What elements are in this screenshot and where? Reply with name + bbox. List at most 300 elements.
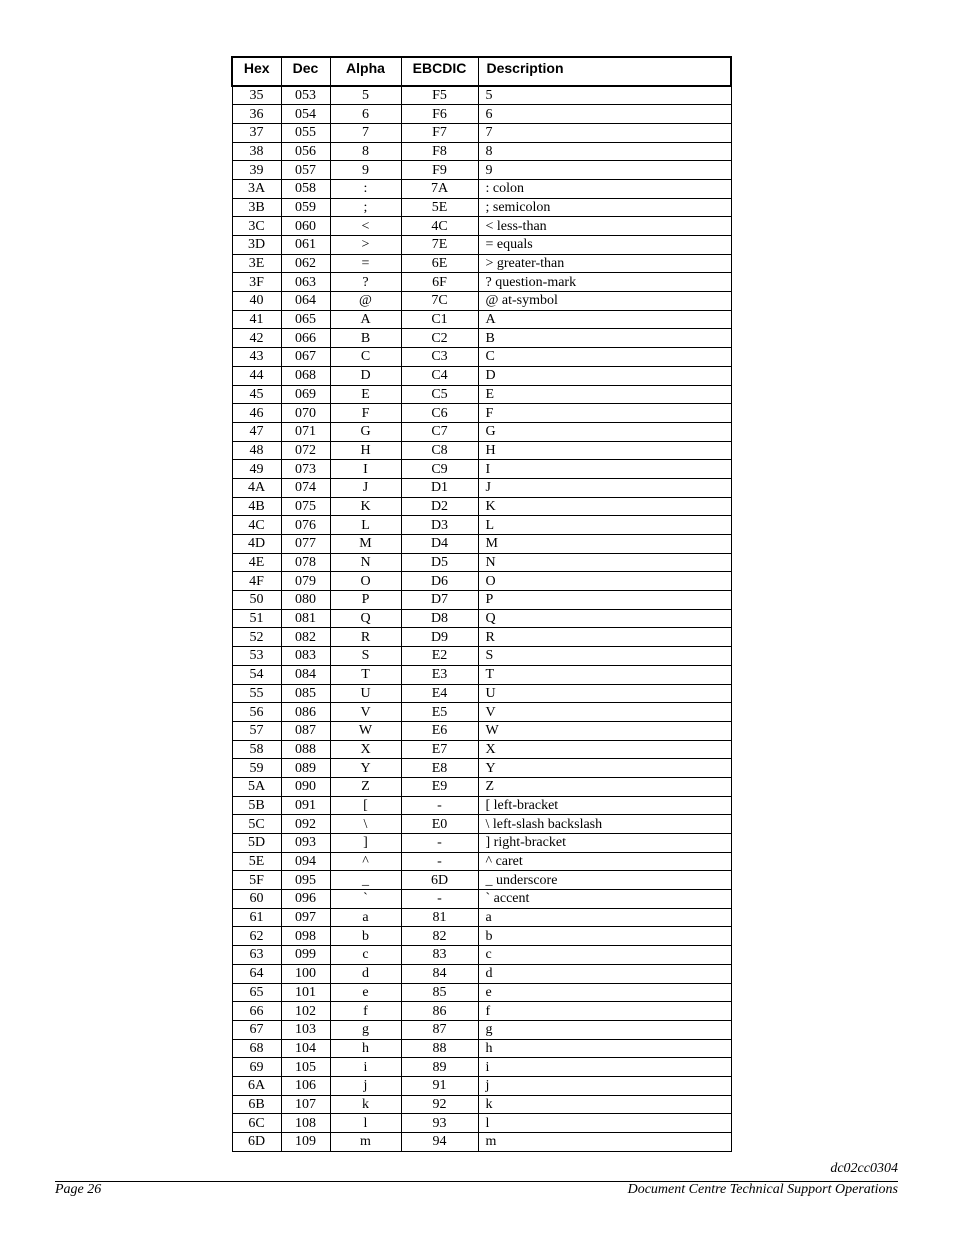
cell-description: R — [478, 628, 731, 647]
cell-hex: 58 — [232, 740, 281, 759]
cell-description: \ left-slash backslash — [478, 815, 731, 834]
table-row — [232, 217, 731, 236]
cell-hex: 63 — [232, 946, 281, 965]
cell-ebcdic: E9 — [401, 777, 478, 796]
table-row — [232, 385, 731, 404]
cell-hex: 37 — [232, 123, 281, 142]
cell-dec: 086 — [281, 703, 330, 722]
cell-dec: 061 — [281, 236, 330, 255]
cell-hex: 52 — [232, 628, 281, 647]
cell-hex: 41 — [232, 310, 281, 329]
cell-description: X — [478, 740, 731, 759]
cell-description: [ left-bracket — [478, 796, 731, 815]
cell-alpha: F — [330, 404, 401, 423]
table-row — [232, 198, 731, 217]
cell-hex: 6C — [232, 1114, 281, 1133]
cell-ebcdic: C9 — [401, 460, 478, 479]
cell-description: f — [478, 1002, 731, 1021]
cell-alpha: e — [330, 983, 401, 1002]
table-row — [232, 273, 731, 292]
table-row — [232, 759, 731, 778]
table-row — [232, 1002, 731, 1021]
cell-ebcdic: C5 — [401, 385, 478, 404]
table-row — [232, 292, 731, 311]
cell-dec: 088 — [281, 740, 330, 759]
cell-hex: 3E — [232, 254, 281, 273]
cell-dec: 068 — [281, 366, 330, 385]
cell-description: c — [478, 946, 731, 965]
cell-dec: 057 — [281, 161, 330, 180]
cell-alpha: B — [330, 329, 401, 348]
cell-hex: 50 — [232, 591, 281, 610]
character-code-table — [231, 56, 732, 1152]
cell-hex: 61 — [232, 908, 281, 927]
cell-description: = equals — [478, 236, 731, 255]
cell-ebcdic: D2 — [401, 497, 478, 516]
cell-ebcdic: E8 — [401, 759, 478, 778]
cell-hex: 46 — [232, 404, 281, 423]
table-row — [232, 142, 731, 161]
cell-description: M — [478, 535, 731, 554]
cell-description: A — [478, 310, 731, 329]
cell-alpha: P — [330, 591, 401, 610]
cell-alpha: U — [330, 684, 401, 703]
cell-ebcdic: 5E — [401, 198, 478, 217]
cell-hex: 49 — [232, 460, 281, 479]
table-row — [232, 497, 731, 516]
table-body — [232, 86, 731, 1151]
cell-alpha: V — [330, 703, 401, 722]
column-header-dec: Dec — [281, 57, 330, 86]
table-row — [232, 908, 731, 927]
cell-ebcdic: 87 — [401, 1020, 478, 1039]
cell-hex: 44 — [232, 366, 281, 385]
cell-ebcdic: D6 — [401, 572, 478, 591]
cell-alpha: D — [330, 366, 401, 385]
cell-ebcdic: 4C — [401, 217, 478, 236]
cell-hex: 4D — [232, 535, 281, 554]
cell-ebcdic: C8 — [401, 441, 478, 460]
cell-hex: 39 — [232, 161, 281, 180]
table-row — [232, 609, 731, 628]
cell-description: : colon — [478, 179, 731, 198]
cell-description: G — [478, 422, 731, 441]
cell-hex: 4E — [232, 553, 281, 572]
cell-hex: 47 — [232, 422, 281, 441]
cell-description: E — [478, 385, 731, 404]
cell-dec: 067 — [281, 348, 330, 367]
cell-alpha: H — [330, 441, 401, 460]
cell-alpha: m — [330, 1133, 401, 1152]
cell-ebcdic: 7A — [401, 179, 478, 198]
cell-ebcdic: 6E — [401, 254, 478, 273]
table-row — [232, 964, 731, 983]
cell-description: D — [478, 366, 731, 385]
table-row — [232, 740, 731, 759]
cell-hex: 4B — [232, 497, 281, 516]
table-row — [232, 236, 731, 255]
cell-ebcdic: C7 — [401, 422, 478, 441]
table-row — [232, 179, 731, 198]
table-row — [232, 1114, 731, 1133]
column-header-description: Description — [478, 57, 731, 86]
cell-hex: 35 — [232, 86, 281, 105]
cell-alpha: = — [330, 254, 401, 273]
cell-description: m — [478, 1133, 731, 1152]
cell-dec: 084 — [281, 665, 330, 684]
cell-dec: 101 — [281, 983, 330, 1002]
cell-description: d — [478, 964, 731, 983]
cell-alpha: Y — [330, 759, 401, 778]
page-number: Page 26 — [55, 1182, 102, 1197]
cell-ebcdic: 93 — [401, 1114, 478, 1133]
cell-alpha: M — [330, 535, 401, 554]
cell-ebcdic: - — [401, 796, 478, 815]
column-header-hex: Hex — [232, 57, 281, 86]
cell-hex: 5C — [232, 815, 281, 834]
cell-alpha: 5 — [330, 86, 401, 105]
table-row — [232, 721, 731, 740]
cell-hex: 59 — [232, 759, 281, 778]
table-header-row — [232, 57, 731, 86]
cell-description: h — [478, 1039, 731, 1058]
table-row — [232, 1095, 731, 1114]
cell-hex: 57 — [232, 721, 281, 740]
cell-alpha: T — [330, 665, 401, 684]
cell-dec: 089 — [281, 759, 330, 778]
cell-ebcdic: C4 — [401, 366, 478, 385]
column-header-alpha: Alpha — [330, 57, 401, 86]
cell-hex: 54 — [232, 665, 281, 684]
cell-description: S — [478, 647, 731, 666]
cell-ebcdic: 84 — [401, 964, 478, 983]
cell-ebcdic: D1 — [401, 478, 478, 497]
cell-alpha: @ — [330, 292, 401, 311]
table-row — [232, 703, 731, 722]
cell-alpha: d — [330, 964, 401, 983]
cell-description: g — [478, 1020, 731, 1039]
cell-dec: 054 — [281, 105, 330, 124]
table-row — [232, 777, 731, 796]
cell-ebcdic: E3 — [401, 665, 478, 684]
cell-dec: 096 — [281, 890, 330, 909]
cell-description: L — [478, 516, 731, 535]
cell-description: T — [478, 665, 731, 684]
cell-ebcdic: 6F — [401, 273, 478, 292]
cell-alpha: 8 — [330, 142, 401, 161]
cell-dec: 073 — [281, 460, 330, 479]
table-row — [232, 105, 731, 124]
cell-alpha: K — [330, 497, 401, 516]
cell-dec: 055 — [281, 123, 330, 142]
cell-description: F — [478, 404, 731, 423]
table-row — [232, 890, 731, 909]
table-row — [232, 404, 731, 423]
table-row — [232, 460, 731, 479]
cell-dec: 087 — [281, 721, 330, 740]
cell-description: U — [478, 684, 731, 703]
cell-alpha: a — [330, 908, 401, 927]
table-row — [232, 628, 731, 647]
cell-hex: 69 — [232, 1058, 281, 1077]
cell-alpha: C — [330, 348, 401, 367]
cell-hex: 62 — [232, 927, 281, 946]
cell-dec: 103 — [281, 1020, 330, 1039]
column-header-ebcdic: EBCDIC — [401, 57, 478, 86]
cell-alpha: \ — [330, 815, 401, 834]
cell-hex: 60 — [232, 890, 281, 909]
cell-hex: 3C — [232, 217, 281, 236]
table-row — [232, 1020, 731, 1039]
cell-dec: 095 — [281, 871, 330, 890]
cell-alpha: I — [330, 460, 401, 479]
cell-alpha: ^ — [330, 852, 401, 871]
cell-description: V — [478, 703, 731, 722]
cell-description: b — [478, 927, 731, 946]
cell-ebcdic: C2 — [401, 329, 478, 348]
cell-hex: 3A — [232, 179, 281, 198]
cell-ebcdic: E6 — [401, 721, 478, 740]
cell-dec: 102 — [281, 1002, 330, 1021]
table-row — [232, 86, 731, 105]
cell-dec: 065 — [281, 310, 330, 329]
cell-hex: 48 — [232, 441, 281, 460]
cell-dec: 056 — [281, 142, 330, 161]
cell-alpha: > — [330, 236, 401, 255]
cell-alpha: J — [330, 478, 401, 497]
cell-alpha: b — [330, 927, 401, 946]
cell-dec: 070 — [281, 404, 330, 423]
cell-hex: 5B — [232, 796, 281, 815]
cell-ebcdic: 91 — [401, 1076, 478, 1095]
cell-description: C — [478, 348, 731, 367]
table-row — [232, 478, 731, 497]
cell-alpha: ; — [330, 198, 401, 217]
document-code: dc02cc0304 — [830, 1161, 898, 1176]
table-row — [232, 871, 731, 890]
cell-dec: 097 — [281, 908, 330, 927]
cell-hex: 6D — [232, 1133, 281, 1152]
cell-alpha: S — [330, 647, 401, 666]
cell-dec: 074 — [281, 478, 330, 497]
cell-hex: 4C — [232, 516, 281, 535]
cell-hex: 45 — [232, 385, 281, 404]
cell-description: j — [478, 1076, 731, 1095]
cell-ebcdic: F8 — [401, 142, 478, 161]
cell-ebcdic: - — [401, 852, 478, 871]
cell-ebcdic: D9 — [401, 628, 478, 647]
table-row — [232, 834, 731, 853]
cell-description: l — [478, 1114, 731, 1133]
cell-alpha: f — [330, 1002, 401, 1021]
cell-description: ; semicolon — [478, 198, 731, 217]
cell-ebcdic: 81 — [401, 908, 478, 927]
cell-ebcdic: D5 — [401, 553, 478, 572]
cell-alpha: 9 — [330, 161, 401, 180]
cell-dec: 069 — [281, 385, 330, 404]
cell-description: Z — [478, 777, 731, 796]
cell-alpha: X — [330, 740, 401, 759]
cell-alpha: Z — [330, 777, 401, 796]
cell-alpha: c — [330, 946, 401, 965]
cell-hex: 67 — [232, 1020, 281, 1039]
cell-alpha: O — [330, 572, 401, 591]
table-row — [232, 665, 731, 684]
cell-hex: 5F — [232, 871, 281, 890]
cell-hex: 66 — [232, 1002, 281, 1021]
cell-dec: 076 — [281, 516, 330, 535]
table-row — [232, 254, 731, 273]
cell-alpha: A — [330, 310, 401, 329]
cell-alpha: k — [330, 1095, 401, 1114]
table-row — [232, 123, 731, 142]
cell-ebcdic: 82 — [401, 927, 478, 946]
cell-hex: 5A — [232, 777, 281, 796]
cell-ebcdic: 94 — [401, 1133, 478, 1152]
cell-dec: 080 — [281, 591, 330, 610]
cell-alpha: W — [330, 721, 401, 740]
cell-dec: 079 — [281, 572, 330, 591]
cell-alpha: [ — [330, 796, 401, 815]
cell-dec: 105 — [281, 1058, 330, 1077]
cell-dec: 104 — [281, 1039, 330, 1058]
cell-hex: 4A — [232, 478, 281, 497]
cell-description: 8 — [478, 142, 731, 161]
table-row — [232, 852, 731, 871]
cell-description: K — [478, 497, 731, 516]
cell-dec: 094 — [281, 852, 330, 871]
table-row — [232, 1039, 731, 1058]
cell-ebcdic: F9 — [401, 161, 478, 180]
cell-alpha: ] — [330, 834, 401, 853]
cell-description: ] right-bracket — [478, 834, 731, 853]
cell-description: k — [478, 1095, 731, 1114]
cell-alpha: ` — [330, 890, 401, 909]
table-row — [232, 591, 731, 610]
cell-ebcdic: E4 — [401, 684, 478, 703]
cell-hex: 3B — [232, 198, 281, 217]
cell-hex: 5E — [232, 852, 281, 871]
table-row — [232, 946, 731, 965]
cell-dec: 064 — [281, 292, 330, 311]
cell-dec: 098 — [281, 927, 330, 946]
cell-description: H — [478, 441, 731, 460]
cell-alpha: h — [330, 1039, 401, 1058]
document-title: Document Centre Technical Support Operations — [627, 1182, 898, 1197]
cell-dec: 100 — [281, 964, 330, 983]
cell-dec: 082 — [281, 628, 330, 647]
cell-alpha: ? — [330, 273, 401, 292]
cell-dec: 085 — [281, 684, 330, 703]
cell-dec: 060 — [281, 217, 330, 236]
cell-dec: 077 — [281, 535, 330, 554]
table-row — [232, 516, 731, 535]
cell-ebcdic: C3 — [401, 348, 478, 367]
cell-alpha: l — [330, 1114, 401, 1133]
cell-dec: 092 — [281, 815, 330, 834]
cell-dec: 066 — [281, 329, 330, 348]
cell-hex: 36 — [232, 105, 281, 124]
cell-dec: 058 — [281, 179, 330, 198]
cell-alpha: 6 — [330, 105, 401, 124]
cell-description: i — [478, 1058, 731, 1077]
cell-description: ? question-mark — [478, 273, 731, 292]
cell-description: ^ caret — [478, 852, 731, 871]
table-row — [232, 927, 731, 946]
cell-ebcdic: - — [401, 890, 478, 909]
cell-hex: 3D — [232, 236, 281, 255]
table-row — [232, 161, 731, 180]
cell-ebcdic: C1 — [401, 310, 478, 329]
cell-dec: 091 — [281, 796, 330, 815]
table-row — [232, 1133, 731, 1152]
cell-ebcdic: F5 — [401, 86, 478, 105]
cell-hex: 38 — [232, 142, 281, 161]
table-row — [232, 553, 731, 572]
table-row — [232, 647, 731, 666]
cell-alpha: G — [330, 422, 401, 441]
cell-hex: 56 — [232, 703, 281, 722]
cell-ebcdic: E2 — [401, 647, 478, 666]
cell-dec: 106 — [281, 1076, 330, 1095]
cell-hex: 42 — [232, 329, 281, 348]
cell-hex: 6B — [232, 1095, 281, 1114]
cell-ebcdic: 83 — [401, 946, 478, 965]
cell-description: a — [478, 908, 731, 927]
cell-hex: 5D — [232, 834, 281, 853]
cell-dec: 109 — [281, 1133, 330, 1152]
table-row — [232, 796, 731, 815]
cell-description: 7 — [478, 123, 731, 142]
cell-description: 6 — [478, 105, 731, 124]
cell-alpha: R — [330, 628, 401, 647]
cell-dec: 107 — [281, 1095, 330, 1114]
cell-description: e — [478, 983, 731, 1002]
cell-description: O — [478, 572, 731, 591]
cell-description: N — [478, 553, 731, 572]
cell-ebcdic: E7 — [401, 740, 478, 759]
cell-hex: 55 — [232, 684, 281, 703]
table-row — [232, 366, 731, 385]
table-row — [232, 1058, 731, 1077]
cell-alpha: g — [330, 1020, 401, 1039]
cell-description: 5 — [478, 86, 731, 105]
table-row — [232, 441, 731, 460]
cell-description: > greater-than — [478, 254, 731, 273]
cell-dec: 081 — [281, 609, 330, 628]
cell-hex: 4F — [232, 572, 281, 591]
cell-hex: 64 — [232, 964, 281, 983]
table-row — [232, 684, 731, 703]
cell-dec: 053 — [281, 86, 330, 105]
cell-description: 9 — [478, 161, 731, 180]
cell-alpha: j — [330, 1076, 401, 1095]
table-row — [232, 422, 731, 441]
cell-ebcdic: 92 — [401, 1095, 478, 1114]
cell-ebcdic: D3 — [401, 516, 478, 535]
cell-ebcdic: 85 — [401, 983, 478, 1002]
cell-alpha: i — [330, 1058, 401, 1077]
table-row — [232, 815, 731, 834]
cell-hex: 53 — [232, 647, 281, 666]
cell-hex: 51 — [232, 609, 281, 628]
table-row — [232, 310, 731, 329]
cell-alpha: : — [330, 179, 401, 198]
cell-ebcdic: F7 — [401, 123, 478, 142]
cell-dec: 075 — [281, 497, 330, 516]
table-row — [232, 535, 731, 554]
cell-ebcdic: C6 — [401, 404, 478, 423]
